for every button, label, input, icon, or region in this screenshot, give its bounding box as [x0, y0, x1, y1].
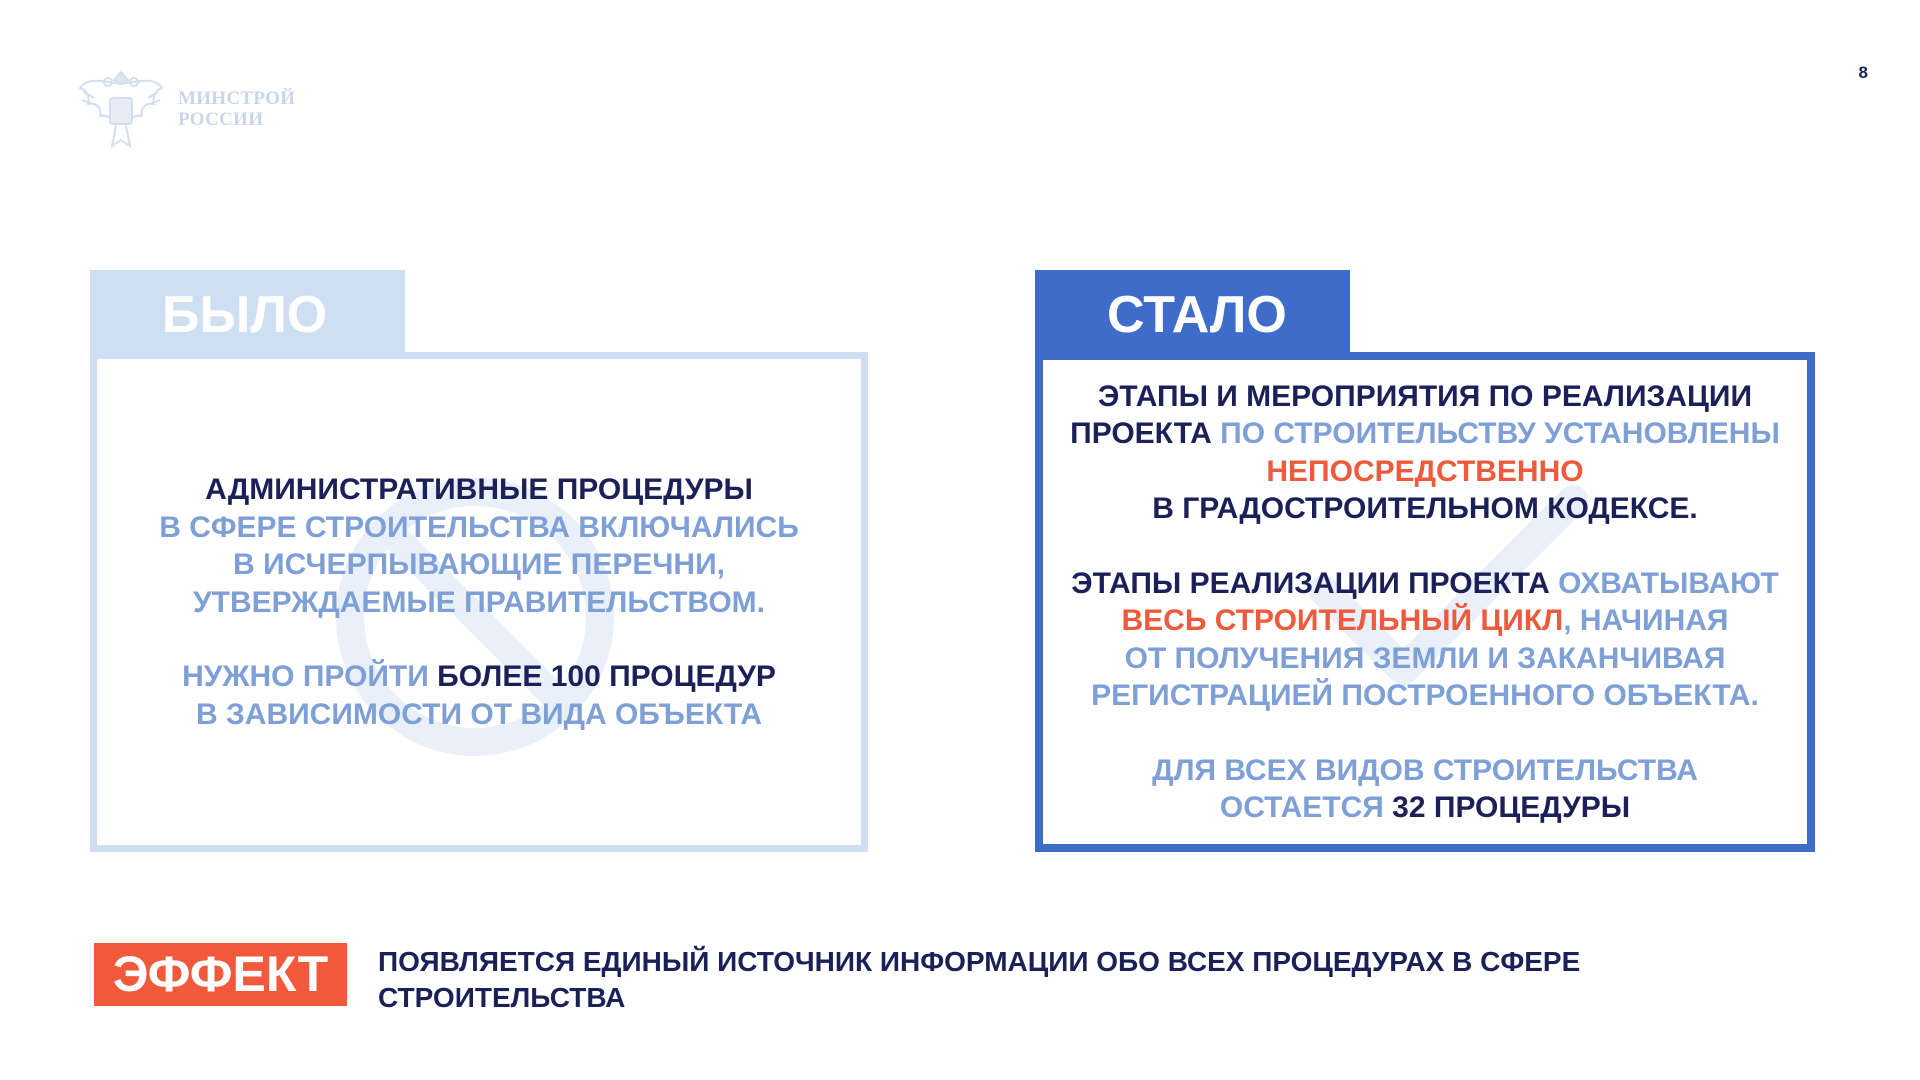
tab-before: БЫЛО [90, 270, 405, 360]
before-line5-light: НУЖНО ПРОЙТИ [182, 660, 438, 693]
after-p3-line1: ДЛЯ ВСЕХ ВИДОВ СТРОИТЕЛЬСТВА [1152, 753, 1698, 787]
after-p1-line1: ЭТАПЫ И МЕРОПРИЯТИЯ ПО РЕАЛИЗАЦИИ [1097, 379, 1753, 413]
effect-badge: ЭФФЕКТ [94, 943, 347, 1006]
after-p2-line1-dark: ЭТАПЫ РЕАЛИЗАЦИИ ПРОЕКТА [1071, 566, 1559, 600]
after-p2-line3: ОТ ПОЛУЧЕНИЯ ЗЕМЛИ И ЗАКАНЧИВАЯ [1124, 641, 1726, 675]
coat-of-arms-icon [76, 62, 166, 156]
effect-text-line2: СТРОИТЕЛЬСТВА [378, 982, 626, 1013]
before-line6: В ЗАВИСИМОСТИ ОТ ВИДА ОБЪЕКТА [196, 697, 762, 731]
tab-after: СТАЛО [1035, 270, 1350, 360]
before-panel [90, 352, 868, 852]
before-line3: В ИСЧЕРПЫВАЮЩИЕ ПЕРЕЧНИ, [233, 548, 725, 581]
ministry-logo [76, 62, 316, 156]
after-p1-line4: В ГРАДОСТРОИТЕЛЬНОМ КОДЕКСЕ. [1152, 492, 1698, 525]
after-p1-line2-light: ПО СТРОИТЕЛЬСТВУ УСТАНОВЛЕНЫ [1220, 417, 1780, 450]
effect-text-line1: ПОЯВЛЯЕТСЯ ЕДИНЫЙ ИСТОЧНИК ИНФОРМАЦИИ ОБО ВСЕХ ПРОЦЕДУРАХ В СФЕРЕ [378, 946, 1581, 977]
before-line2: В СФЕРЕ СТРОИТЕЛЬСТВА ВКЛЮЧАЛИСЬ [159, 510, 799, 544]
after-p2-line2-light: , НАЧИНАЯ [1563, 604, 1729, 637]
after-p1-line3: НЕПОСРЕДСТВЕННО [1266, 454, 1584, 488]
logo-line2: РОССИИ [178, 109, 264, 130]
effect-text [378, 944, 1678, 1016]
after-p3-line2-light: ОСТАЕТСЯ [1219, 791, 1393, 824]
page-number: 8 [1858, 63, 1868, 82]
logo-line1: МИНСТРОЙ [178, 88, 296, 109]
after-panel [1035, 352, 1815, 852]
after-p2-line2-red: ВЕСЬ СТРОИТЕЛЬНЫЙ ЦИКЛ [1121, 604, 1564, 637]
after-p2-line1-light: ОХВАТЫВАЮТ [1558, 566, 1779, 600]
before-line4: УТВЕРЖДАЕМЫЕ ПРАВИТЕЛЬСТВОМ. [193, 585, 765, 619]
before-line1: АДМИНИСТРАТИВНЫЕ ПРОЦЕДУРЫ [205, 473, 753, 506]
after-p2-line4: РЕГИСТРАЦИЕЙ ПОСТРОЕННОГО ОБЪЕКТА. [1091, 679, 1759, 712]
after-p1-line2-dark: ПРОЕКТА [1070, 417, 1221, 450]
after-p3-line2-dark: 32 ПРОЦЕДУРЫ [1392, 791, 1631, 824]
before-line5-dark: БОЛЕЕ 100 ПРОЦЕДУР [437, 660, 776, 693]
